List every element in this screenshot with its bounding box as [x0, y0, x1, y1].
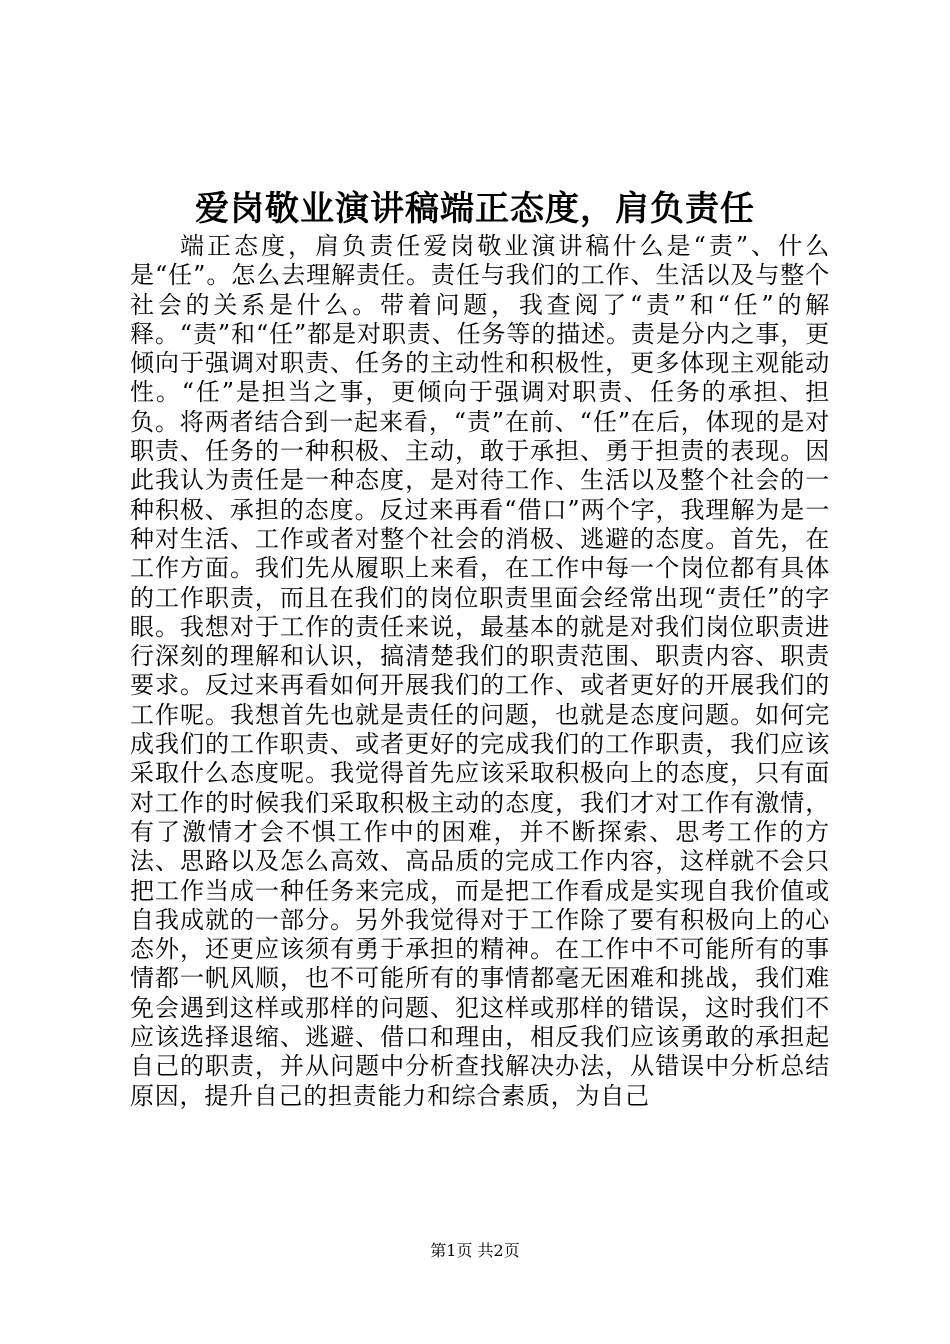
page-number-footer: 第1页 共2页: [430, 1241, 520, 1260]
document-body-paragraph: 端正态度，肩负责任爱岗敬业演讲稿什么是“责”、什么是“任”。怎么去理解责任。责任与我们的工作、生活以及与整个社会的关系是什么。带着问题，我查阅了“责”和“任”的解释。“责”和“任”都是对职责、任务等的描述。责是分内之事，更倾向于强调对职责、任务的主动性和积极性，更多体现主观能动性。“任”是担当之事，更倾向于强调对职责、任务的承担、担负。将两者结合到一起来看，“责”在前、“任”在后，体现的是对职责、任务的一种积极、主动，敢于承担、勇于担责的表现。因此我认为责任是一种态度，是对待工作、生活以及整个社会的一种积极、承担的态度。反过来再看“借口”两个字，我理解为是一种对生活、工作或者对整个社会的消极、逃避的态度。首先，在工作方面。我们先从履职上来看，在工作中每一个岗位都有具体的工作职责，而且在我们的岗位职责里面会经常出现“责任”的字眼。我想对于工作的责任来说，最基本的就是对我们岗位职责进行深刻的理解和认识，搞清楚我们的职责范围、职责内容、职责要求。反过来再看如何开展我们的工作、或者更好的开展我们的工作呢。我想首先也就是责任的问题，也就是态度问题。如何完成我们的工作职责、或者更好的完成我们的工作职责，我们应该采取什么态度呢。我觉得首先应该采取积极向上的态度，只有面对工作的时候我们采取积极主动的态度，我们才对工作有激情，有了激情才会不惧工作中的困难，并不断探索、思考工作的方法、思路以及怎么高效、高品质的完成工作内容，这样就不会只把工作当成一种任务来完成，而是把工作看成是实现自我价值或自我成就的一部分。另外我觉得对于工作除了要有积极向上的心态外，还更应该须有勇于承担的精神。在工作中不可能所有的事情都一帆风顺，也不可能所有的事情都毫无困难和挑战，我们难免会遇到这样或那样的问题、犯这样或那样的错误，这时我们不应该选择退缩、逃避、借口和理由，相反我们应该勇敢的承担起自己的职责，并从问题中分析查找解决办法，从错误中分析总结原因，提升自己的担责能力和综合素质，为自己: [130, 232, 830, 1110]
document-title: 爱岗敬业演讲稿端正态度，肩负责任: [195, 189, 755, 229]
